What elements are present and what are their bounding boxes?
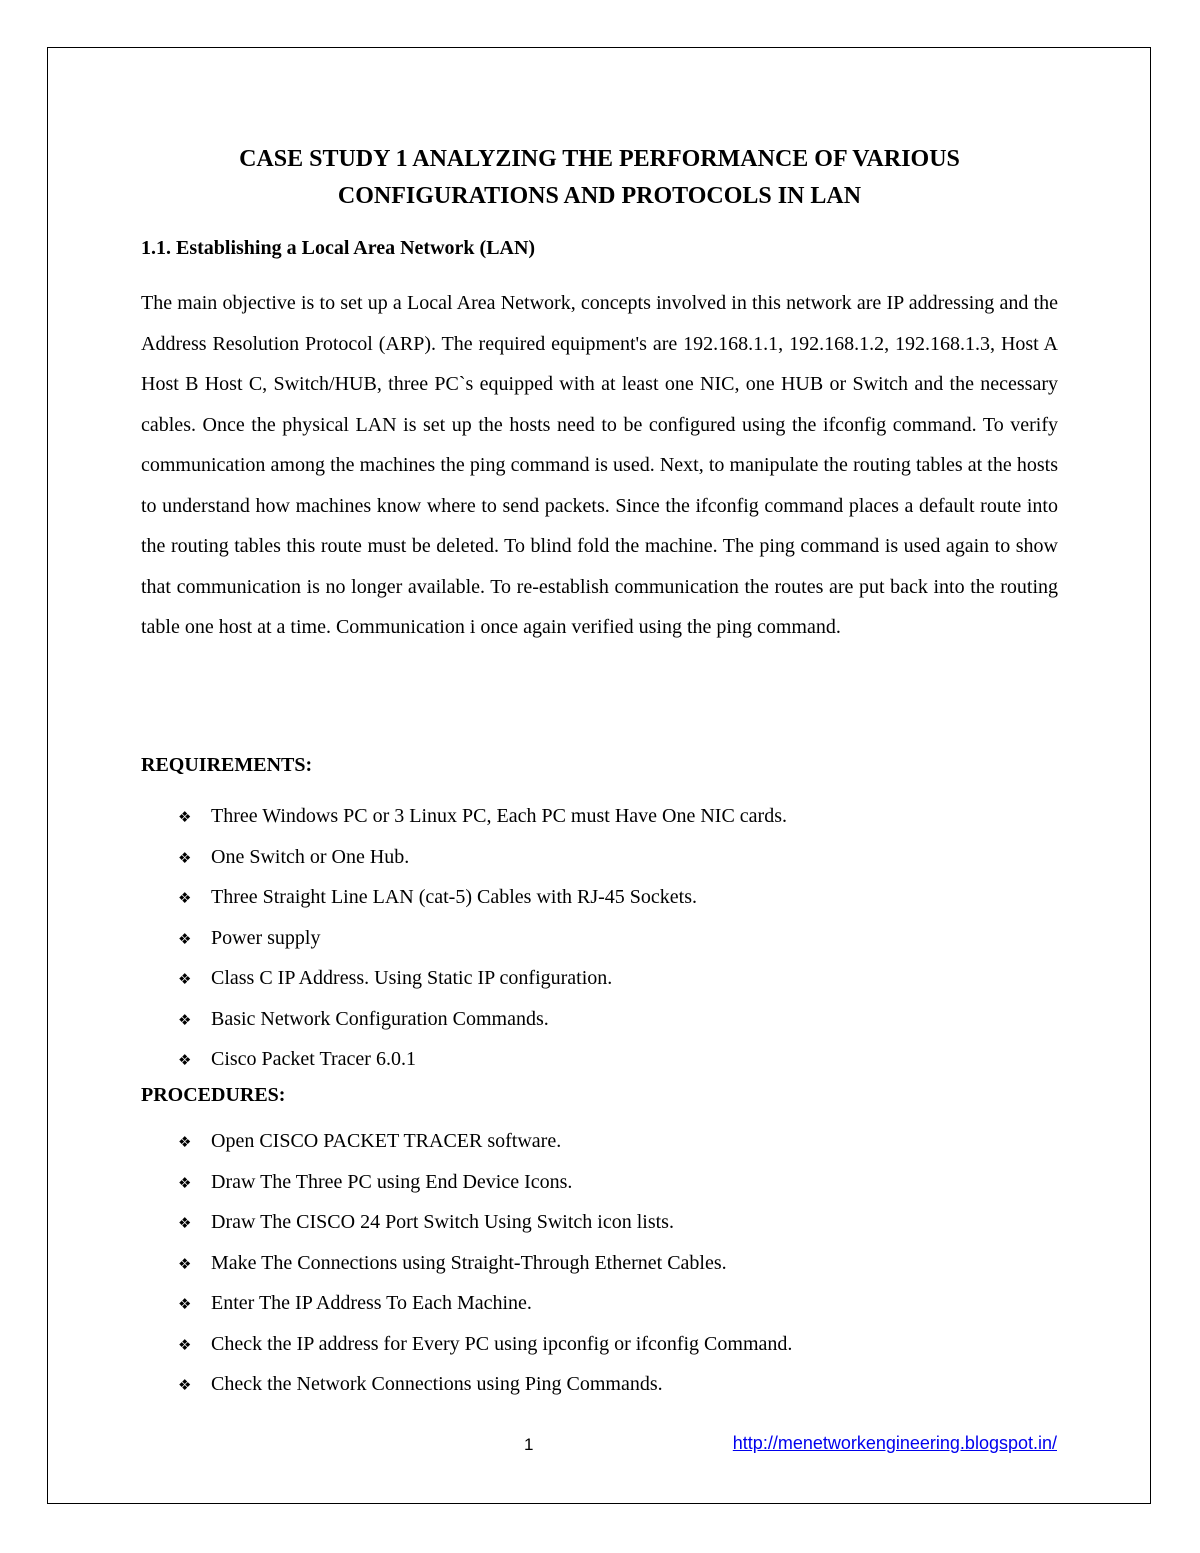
- procedures-list: [178, 1121, 1058, 1405]
- diamond-bullet-icon: ❖: [178, 808, 192, 826]
- diamond-bullet-icon: ❖: [178, 889, 192, 907]
- list-item: [178, 1243, 1058, 1284]
- diamond-bullet-icon: ❖: [178, 1335, 192, 1354]
- list-item-text: Three Windows PC or 3 Linux PC, Each PC must Have One NIC cards.: [211, 805, 787, 827]
- list-item-text: Draw The CISCO 24 Port Switch Using Switch icon lists.: [211, 1211, 674, 1233]
- body-paragraph: The main objective is to set up a Local Area Network, concepts involved in this network are IP addressing and the Address Resolution Protocol (ARP). The required equipment's are 192.168.1.1, 192.168.1.2, 192.168.1.3, Host A Host B Host C, Switch/HUB, three PC`s equipped with at least one NIC, one HUB or Switch and the necessary cables. Once the physical LAN is set up the hosts need to be configured using the ifconfig command. To verify communication among the machines the ping command is used. Next, to manipulate the routing tables at the hosts to understand how machines know where to send packets. Since the ifconfig command places a default route into the routing tables this route must be deleted. To blind fold the machine. The ping command is used again to show that communication is no longer available. To re-establish communication the routes are put back into the routing table one host at a time. Communication i once again verified using the ping command.: [141, 292, 1058, 638]
- procedures-heading: PROCEDURES:: [141, 1084, 286, 1106]
- diamond-bullet-icon: ❖: [178, 1295, 192, 1313]
- requirements-heading: REQUIREMENTS:: [141, 754, 313, 776]
- list-item: [178, 1283, 1058, 1324]
- list-item-text: Open CISCO PACKET TRACER software.: [211, 1130, 562, 1152]
- list-item-text: Power supply: [211, 926, 321, 949]
- list-item-text: Draw The Three PC using End Device Icons.: [211, 1170, 573, 1193]
- list-item: [178, 837, 1058, 878]
- section-heading: 1.1. Establishing a Local Area Network (LAN): [141, 237, 536, 259]
- list-item-text: Basic Network Configuration Commands.: [211, 1007, 549, 1030]
- diamond-bullet-icon: ❖: [178, 929, 192, 948]
- list-item: [178, 1202, 1058, 1243]
- document-title: [141, 141, 1058, 215]
- footer-link[interactable]: http://menetworkengineering.blogspot.in/: [732, 1433, 1057, 1453]
- list-item-text: Enter The IP Address To Each Machine.: [211, 1292, 532, 1314]
- diamond-bullet-icon: ❖: [178, 1010, 192, 1029]
- diamond-bullet-icon: ❖: [178, 848, 192, 867]
- title-line-1: CASE STUDY 1 ANALYZING THE PERFORMANCE OF VARIOUS: [239, 146, 960, 172]
- list-item: [178, 958, 1058, 999]
- diamond-bullet-icon: ❖: [178, 1133, 192, 1151]
- title-line-2: CONFIGURATIONS AND PROTOCOLS IN LAN: [337, 183, 862, 209]
- diamond-bullet-icon: ❖: [178, 1214, 192, 1232]
- list-item-text: Check the Network Connections using Ping Commands.: [211, 1373, 663, 1395]
- list-item-text: Check the IP address for Every PC using ipconfig or ifconfig Command.: [211, 1332, 793, 1355]
- list-item: [178, 1324, 1058, 1365]
- list-item: [178, 1162, 1058, 1203]
- diamond-bullet-icon: ❖: [178, 1376, 192, 1394]
- list-item: [178, 1039, 1058, 1080]
- list-item-text: Cisco Packet Tracer 6.0.1: [211, 1048, 416, 1070]
- list-item: [178, 1364, 1058, 1405]
- list-item-text: Make The Connections using Straight-Through Ethernet Cables.: [211, 1251, 727, 1274]
- diamond-bullet-icon: ❖: [178, 1051, 192, 1069]
- list-item: [178, 918, 1058, 959]
- diamond-bullet-icon: ❖: [178, 1173, 192, 1192]
- diamond-bullet-icon: ❖: [178, 970, 192, 988]
- list-item: [178, 877, 1058, 918]
- list-item: [178, 999, 1058, 1040]
- requirements-list: [178, 796, 1058, 1080]
- list-item-text: Class C IP Address. Using Static IP configuration.: [211, 967, 613, 989]
- list-item-text: One Switch or One Hub.: [211, 845, 410, 868]
- list-item: [178, 796, 1058, 837]
- list-item: [178, 1121, 1058, 1162]
- list-item-text: Three Straight Line LAN (cat-5) Cables with RJ-45 Sockets.: [211, 886, 697, 908]
- diamond-bullet-icon: ❖: [178, 1254, 192, 1273]
- page-number: 1: [524, 1435, 534, 1454]
